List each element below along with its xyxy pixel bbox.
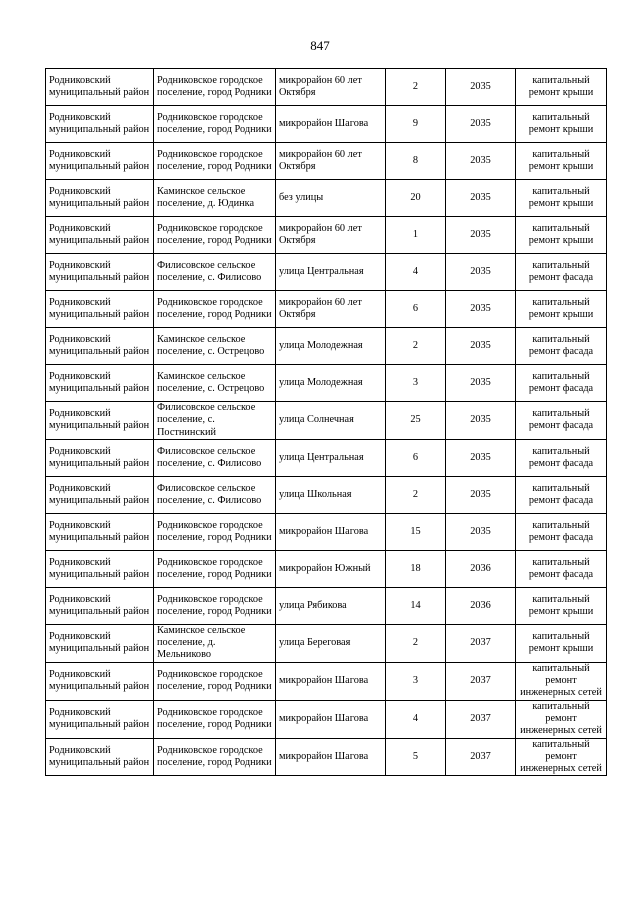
table-row xyxy=(46,476,607,513)
district-cell: Родниковский муниципальный район xyxy=(46,513,154,550)
settlement-cell: Филисовское сельское поселение, с. Филисово xyxy=(154,476,276,513)
house-number-cell: 6 xyxy=(386,439,446,476)
house-number-cell: 3 xyxy=(386,365,446,402)
year-cell: 2035 xyxy=(446,476,516,513)
settlement-cell: Родниковское городское поселение, город Родники xyxy=(154,700,276,738)
district-cell: Родниковский муниципальный район xyxy=(46,662,154,700)
district-cell: Родниковский муниципальный район xyxy=(46,476,154,513)
street-cell: без улицы xyxy=(276,180,386,217)
house-number-cell: 4 xyxy=(386,700,446,738)
settlement-cell: Родниковское городское поселение, город Родники xyxy=(154,513,276,550)
settlement-cell: Каминское сельское поселение, с. Острецово xyxy=(154,328,276,365)
settlement-cell: Родниковское городское поселение, город Родники xyxy=(154,550,276,587)
district-cell: Родниковский муниципальный район xyxy=(46,106,154,143)
work-type-cell: капитальный ремонт фасада xyxy=(516,328,607,365)
settlement-cell: Каминское сельское поселение, д. Мельниково xyxy=(154,624,276,662)
table-row xyxy=(46,738,607,776)
year-cell: 2037 xyxy=(446,662,516,700)
district-cell: Родниковский муниципальный район xyxy=(46,180,154,217)
district-cell: Родниковский муниципальный район xyxy=(46,587,154,624)
settlement-cell: Родниковское городское поселение, город Родники xyxy=(154,587,276,624)
page-number: 847 xyxy=(310,38,330,53)
table-row xyxy=(46,700,607,738)
work-type-cell: капитальный ремонт крыши xyxy=(516,180,607,217)
table-row xyxy=(46,254,607,291)
street-cell: микрорайон Шагова xyxy=(276,700,386,738)
capital-repair-table xyxy=(45,68,607,776)
settlement-cell: Филисовское сельское поселение, с. Филисово xyxy=(154,254,276,291)
house-number-cell: 8 xyxy=(386,143,446,180)
table-row xyxy=(46,550,607,587)
district-cell: Родниковский муниципальный район xyxy=(46,439,154,476)
house-number-cell: 9 xyxy=(386,106,446,143)
street-cell: микрорайон 60 лет Октября xyxy=(276,217,386,254)
table-row xyxy=(46,69,607,106)
work-type-cell: капитальный ремонт крыши xyxy=(516,69,607,106)
street-cell: улица Солнечная xyxy=(276,402,386,440)
work-type-cell: капитальный ремонт фасада xyxy=(516,476,607,513)
settlement-cell: Родниковское городское поселение, город Родники xyxy=(154,143,276,180)
year-cell: 2035 xyxy=(446,513,516,550)
table-row xyxy=(46,365,607,402)
house-number-cell: 6 xyxy=(386,291,446,328)
settlement-cell: Филисовское сельское поселение, с. Филисово xyxy=(154,439,276,476)
year-cell: 2035 xyxy=(446,180,516,217)
street-cell: микрорайон Шагова xyxy=(276,106,386,143)
district-cell: Родниковский муниципальный район xyxy=(46,328,154,365)
house-number-cell: 2 xyxy=(386,624,446,662)
year-cell: 2036 xyxy=(446,587,516,624)
street-cell: улица Центральная xyxy=(276,254,386,291)
district-cell: Родниковский муниципальный район xyxy=(46,365,154,402)
table-row xyxy=(46,402,607,440)
district-cell: Родниковский муниципальный район xyxy=(46,143,154,180)
year-cell: 2035 xyxy=(446,291,516,328)
house-number-cell: 2 xyxy=(386,476,446,513)
year-cell: 2035 xyxy=(446,143,516,180)
year-cell: 2037 xyxy=(446,738,516,776)
house-number-cell: 25 xyxy=(386,402,446,440)
street-cell: улица Молодежная xyxy=(276,365,386,402)
year-cell: 2035 xyxy=(446,254,516,291)
table-row xyxy=(46,624,607,662)
year-cell: 2035 xyxy=(446,69,516,106)
district-cell: Родниковский муниципальный район xyxy=(46,624,154,662)
year-cell: 2035 xyxy=(446,217,516,254)
settlement-cell: Родниковское городское поселение, город Родники xyxy=(154,662,276,700)
year-cell: 2035 xyxy=(446,106,516,143)
table-row xyxy=(46,328,607,365)
table-row xyxy=(46,217,607,254)
street-cell: микрорайон Шагова xyxy=(276,662,386,700)
work-type-cell: капитальный ремонт крыши xyxy=(516,217,607,254)
table-row xyxy=(46,180,607,217)
settlement-cell: Родниковское городское поселение, город Родники xyxy=(154,69,276,106)
year-cell: 2036 xyxy=(446,550,516,587)
year-cell: 2037 xyxy=(446,624,516,662)
settlement-cell: Каминское сельское поселение, с. Острецово xyxy=(154,365,276,402)
work-type-cell: капитальный ремонт крыши xyxy=(516,291,607,328)
table-row xyxy=(46,439,607,476)
district-cell: Родниковский муниципальный район xyxy=(46,69,154,106)
table-row xyxy=(46,106,607,143)
street-cell: улица Школьная xyxy=(276,476,386,513)
work-type-cell: капитальный ремонт крыши xyxy=(516,143,607,180)
street-cell: улица Береговая xyxy=(276,624,386,662)
settlement-cell: Родниковское городское поселение, город Родники xyxy=(154,106,276,143)
work-type-cell: капитальный ремонт инженерных сетей xyxy=(516,700,607,738)
district-cell: Родниковский муниципальный район xyxy=(46,217,154,254)
work-type-cell: капитальный ремонт крыши xyxy=(516,106,607,143)
house-number-cell: 2 xyxy=(386,69,446,106)
year-cell: 2035 xyxy=(446,402,516,440)
street-cell: улица Центральная xyxy=(276,439,386,476)
house-number-cell: 2 xyxy=(386,328,446,365)
settlement-cell: Родниковское городское поселение, город Родники xyxy=(154,738,276,776)
table-row xyxy=(46,291,607,328)
settlement-cell: Каминское сельское поселение, д. Юдинка xyxy=(154,180,276,217)
street-cell: микрорайон 60 лет Октября xyxy=(276,69,386,106)
table-row xyxy=(46,587,607,624)
street-cell: микрорайон 60 лет Октября xyxy=(276,291,386,328)
district-cell: Родниковский муниципальный район xyxy=(46,738,154,776)
street-cell: улица Молодежная xyxy=(276,328,386,365)
street-cell: микрорайон 60 лет Октября xyxy=(276,143,386,180)
house-number-cell: 1 xyxy=(386,217,446,254)
work-type-cell: капитальный ремонт фасада xyxy=(516,365,607,402)
table-row xyxy=(46,513,607,550)
year-cell: 2035 xyxy=(446,365,516,402)
work-type-cell: капитальный ремонт крыши xyxy=(516,587,607,624)
district-cell: Родниковский муниципальный район xyxy=(46,550,154,587)
house-number-cell: 18 xyxy=(386,550,446,587)
work-type-cell: капитальный ремонт фасада xyxy=(516,439,607,476)
work-type-cell: капитальный ремонт фасада xyxy=(516,402,607,440)
work-type-cell: капитальный ремонт крыши xyxy=(516,624,607,662)
district-cell: Родниковский муниципальный район xyxy=(46,291,154,328)
house-number-cell: 15 xyxy=(386,513,446,550)
district-cell: Родниковский муниципальный район xyxy=(46,402,154,440)
house-number-cell: 5 xyxy=(386,738,446,776)
district-cell: Родниковский муниципальный район xyxy=(46,700,154,738)
house-number-cell: 20 xyxy=(386,180,446,217)
house-number-cell: 3 xyxy=(386,662,446,700)
street-cell: микрорайон Южный xyxy=(276,550,386,587)
year-cell: 2037 xyxy=(446,700,516,738)
table-row xyxy=(46,662,607,700)
settlement-cell: Родниковское городское поселение, город Родники xyxy=(154,217,276,254)
house-number-cell: 4 xyxy=(386,254,446,291)
street-cell: микрорайон Шагова xyxy=(276,513,386,550)
work-type-cell: капитальный ремонт фасада xyxy=(516,254,607,291)
settlement-cell: Родниковское городское поселение, город Родники xyxy=(154,291,276,328)
work-type-cell: капитальный ремонт инженерных сетей xyxy=(516,738,607,776)
work-type-cell: капитальный ремонт фасада xyxy=(516,550,607,587)
settlement-cell: Филисовское сельское поселение, с. Постнинский xyxy=(154,402,276,440)
year-cell: 2035 xyxy=(446,439,516,476)
street-cell: улица Рябикова xyxy=(276,587,386,624)
house-number-cell: 14 xyxy=(386,587,446,624)
work-type-cell: капитальный ремонт инженерных сетей xyxy=(516,662,607,700)
district-cell: Родниковский муниципальный район xyxy=(46,254,154,291)
table-row xyxy=(46,143,607,180)
year-cell: 2035 xyxy=(446,328,516,365)
work-type-cell: капитальный ремонт фасада xyxy=(516,513,607,550)
street-cell: микрорайон Шагова xyxy=(276,738,386,776)
table-body xyxy=(46,69,607,776)
